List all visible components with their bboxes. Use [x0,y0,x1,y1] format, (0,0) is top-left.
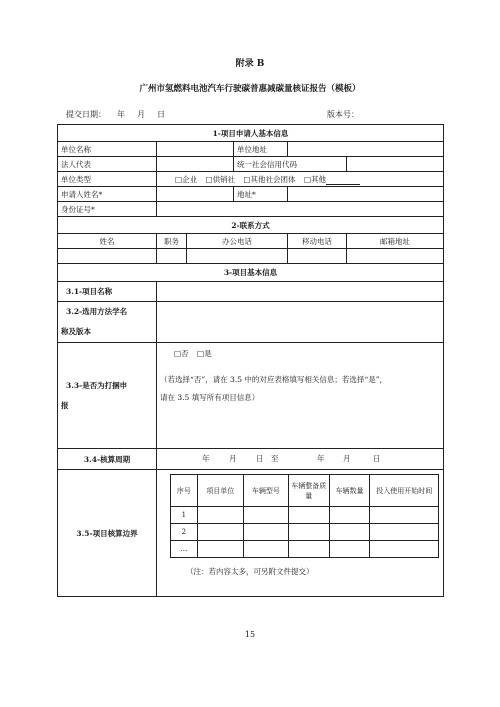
legal-rep-field[interactable] [157,157,234,172]
boundary-cell-unit[interactable] [197,507,243,524]
boundary-col-model: 车辆型号 [243,475,288,507]
appendix-label: 附录 B [235,59,265,69]
boundary-cell-curb-weight[interactable] [288,524,329,541]
boundary-col-quantity: 车辆数量 [329,475,370,507]
period-start-month: 月 [229,454,237,463]
unit-type-social-group-checkbox[interactable]: □其他社会团体 [243,174,296,184]
bundle-no-checkbox[interactable]: □否 [174,349,189,358]
unit-type-other-checkbox[interactable]: □其他 [303,174,327,184]
period-field[interactable] [157,449,444,470]
boundary-cell-unit[interactable] [197,541,243,558]
boundary-row-seq: … [171,541,198,558]
unit-type-label: 单位类型 [58,172,157,187]
boundary-cell-curb-weight[interactable] [288,507,329,524]
report-form [57,124,444,597]
table-row [171,524,439,541]
methodology-label [58,302,157,343]
boundary-cell-quantity[interactable] [329,541,370,558]
unit-type-enterprise-checkbox[interactable]: □企业 [175,174,198,184]
period-start-year: 年 [202,454,210,463]
project-name-field[interactable] [157,282,444,302]
contact-col-office-phone: 办公电话 [187,234,288,249]
section2-title: 2-联系方式 [58,217,444,234]
boundary-cell-quantity[interactable] [329,524,370,541]
bundle-label [58,343,157,449]
period-end-year: 年 [317,454,325,463]
applicant-name-label: 申请人姓名* [58,187,157,202]
report-title: 广州市氢燃料电池汽车行驶碳普惠减碳量核证报告（模板） [139,84,361,94]
project-name-label: 3.1-项目名称 [58,282,157,302]
submit-date-month: 月 [137,110,145,119]
boundary-col-unit: 项目单位 [197,475,243,507]
boundary-cell-model[interactable] [243,507,288,524]
period-end-day: 日 [373,454,381,463]
contact-name-field[interactable] [58,249,157,264]
section3-title: 3-项目基本信息 [58,264,444,282]
boundary-cell-unit[interactable] [197,524,243,541]
unit-type-options [157,172,444,187]
bundle-yes-checkbox[interactable]: □是 [196,349,212,358]
contact-col-name: 姓名 [58,234,157,249]
boundary-label: 3.5-项目核算边界 [58,470,157,597]
boundary-cell-quantity[interactable] [329,507,370,524]
boundary-col-start-time: 投入使用开始时间 [370,475,439,507]
boundary-cell-model[interactable] [243,541,288,558]
submit-date-label: 提交日期： [66,110,106,119]
credit-code-field[interactable] [347,157,444,172]
version-label: 版本号： [327,110,359,119]
address-field[interactable] [288,187,444,202]
contact-col-position: 职务 [157,234,187,249]
page-number: 15 [244,630,256,639]
submit-date-day: 日 [157,110,165,119]
unit-name-label: 单位名称 [58,142,157,157]
period-to: 至 [271,454,279,463]
boundary-cell-start-time[interactable] [370,541,439,558]
methodology-label-line2: 称及版本 [61,327,91,336]
id-number-label: 身份证号* [58,202,157,217]
boundary-cell [157,470,444,597]
period-end-month: 月 [343,454,351,463]
unit-address-field[interactable] [288,142,444,157]
bundle-label-line1: 3.3-是否为打捆申 [66,380,128,390]
boundary-cell-start-time[interactable] [370,524,439,541]
unit-type-other-field[interactable] [326,177,360,185]
unit-address-label: 单位地址 [234,142,288,157]
boundary-table [170,474,439,558]
contact-email-field[interactable] [347,249,444,264]
boundary-row-seq: 2 [171,524,198,541]
credit-code-label: 统一社会信用代码 [234,157,347,172]
boundary-cell-model[interactable] [243,524,288,541]
submit-date-year: 年 [117,110,125,119]
section1-title: 1-项目申请人基本信息 [58,125,444,142]
unit-type-coop-checkbox[interactable]: □供销社 [205,174,236,184]
bundle-note-line2: 请在 3.5 填写所有项目信息） [160,393,260,402]
table-row [171,507,439,524]
boundary-col-seq: 序号 [171,475,198,507]
legal-rep-label: 法人代表 [58,157,157,172]
contact-col-email: 邮箱地址 [347,234,444,249]
methodology-label-line1: 3.2-选用方法学名 [66,307,128,316]
bundle-cell [157,343,444,449]
boundary-note: （注：若内容太多，可另附文件提交） [186,567,314,576]
period-start-day: 日 [256,454,264,463]
contact-office-phone-field[interactable] [187,249,288,264]
table-row [171,541,439,558]
boundary-cell-curb-weight[interactable] [288,541,329,558]
boundary-row-seq: 1 [171,507,198,524]
period-label: 3.4-核算周期 [58,449,157,470]
id-number-field[interactable] [157,202,444,217]
bundle-note-line1: （若选择“否”，请在 3.5 中的对应表格填写相关信息；若选择“是”， [160,375,388,384]
unit-name-field[interactable] [157,142,234,157]
bundle-label-line2: 报 [61,400,69,410]
boundary-col-curb-weight: 车辆整备质量 [288,475,329,507]
methodology-field[interactable] [157,302,444,343]
applicant-name-field[interactable] [157,187,234,202]
contact-position-field[interactable] [157,249,187,264]
boundary-cell-start-time[interactable] [370,507,439,524]
address-label: 地址* [234,187,288,202]
contact-col-mobile: 移动电话 [288,234,347,249]
contact-mobile-field[interactable] [288,249,347,264]
